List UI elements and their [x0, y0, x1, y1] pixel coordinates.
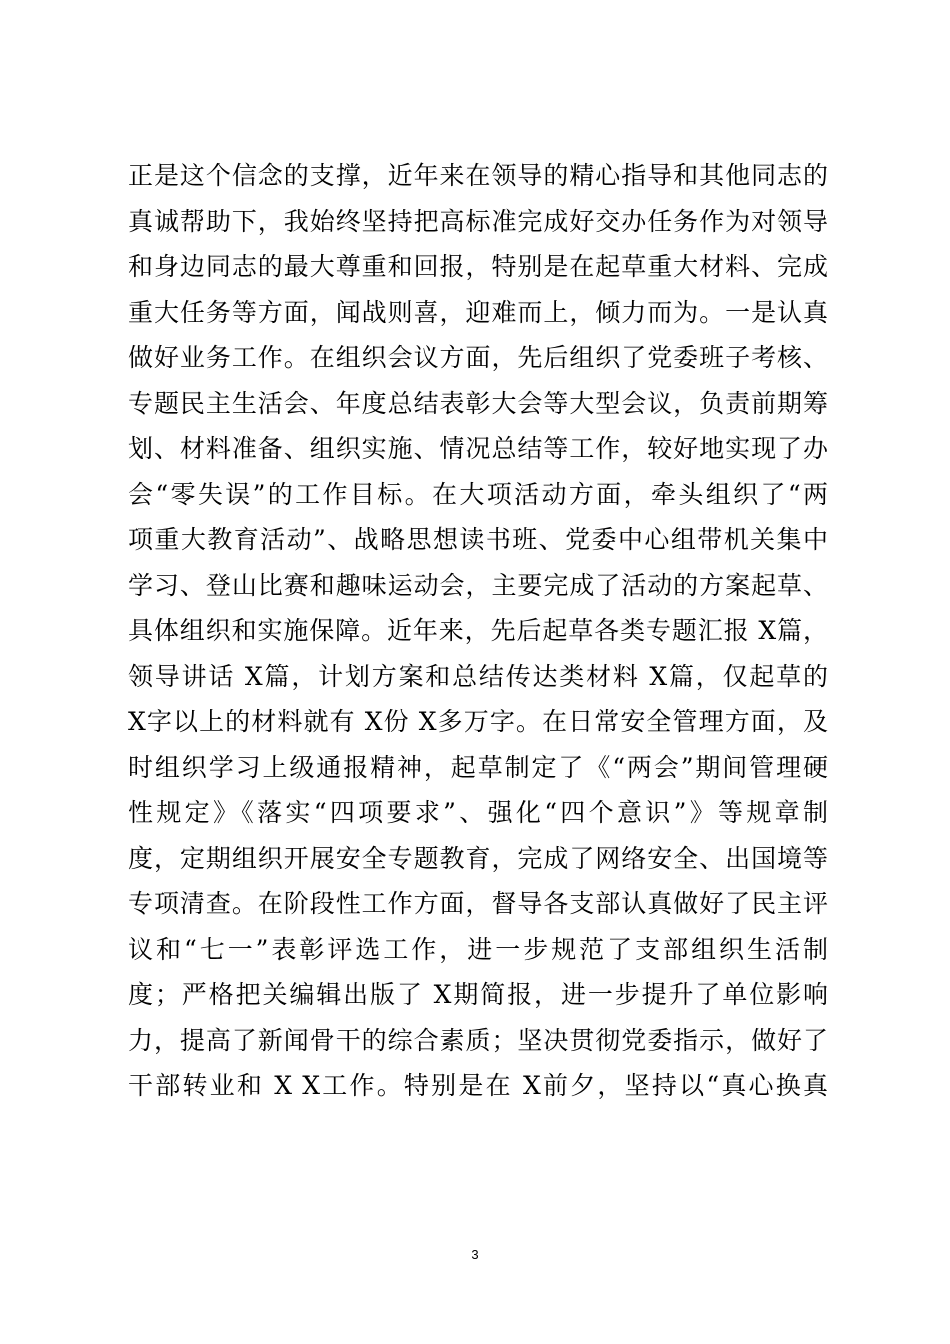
text-line: 议和“七一”表彰评选工作，进一步规范了支部组织生活制	[128, 934, 828, 964]
page-number: 3	[471, 1247, 479, 1262]
body-paragraph	[128, 153, 828, 1109]
text-line: 度；严格把关编辑出版了 X期简报，进一步提升了单位影响	[128, 980, 828, 1009]
text-line: 真诚帮助下，我始终坚持把高标准完成好交办任务作为对领导	[128, 206, 828, 236]
text-line: 学习、登山比赛和趣味运动会，主要完成了活动的方案起草、	[128, 570, 828, 600]
text-line: 和身边同志的最大尊重和回报，特别是在起草重大材料、完成	[128, 252, 828, 281]
text-line: 重大任务等方面，闻战则喜，迎难而上，倾力而为。一是认真	[128, 297, 828, 327]
text-line: 专题民主生活会、年度总结表彰大会等大型会议，负责前期筹	[128, 388, 828, 418]
text-line: 干部转业和 X X工作。特别是在 X前夕，坚持以“真心换真	[128, 1071, 828, 1100]
text-line: 划、材料准备、组织实施、情况总结等工作，较好地实现了办	[128, 434, 828, 463]
text-line: 时组织学习上级通报精神，起草制定了《“两会”期间管理硬	[128, 752, 828, 782]
text-line: 专项清查。在阶段性工作方面，督导各支部认真做好了民主评	[128, 889, 828, 918]
text-line: 领导讲话 X篇，计划方案和总结传达类材料 X篇，仅起草的	[128, 661, 828, 691]
text-line: 力，提高了新闻骨干的综合素质；坚决贯彻党委指示，做好了	[128, 1025, 828, 1055]
text-line: 性规定》《落实“四项要求”、强化“四个意识”》等规章制	[128, 798, 828, 827]
text-line: 做好业务工作。在组织会议方面，先后组织了党委班子考核、	[128, 343, 828, 372]
text-line: 会“零失误”的工作目标。在大项活动方面，牵头组织了“两	[128, 479, 828, 509]
text-line: 正是这个信念的支撑，近年来在领导的精心指导和其他同志的	[128, 161, 828, 190]
text-line: 度，定期组织开展安全专题教育，完成了网络安全、出国境等	[128, 843, 828, 873]
text-line: 项重大教育活动”、战略思想读书班、党委中心组带机关集中	[128, 525, 828, 554]
text-line: X字以上的材料就有 X份 X多万字。在日常安全管理方面，及	[128, 707, 828, 736]
text-line: 具体组织和实施保障。近年来，先后起草各类专题汇报 X篇，	[128, 616, 828, 645]
